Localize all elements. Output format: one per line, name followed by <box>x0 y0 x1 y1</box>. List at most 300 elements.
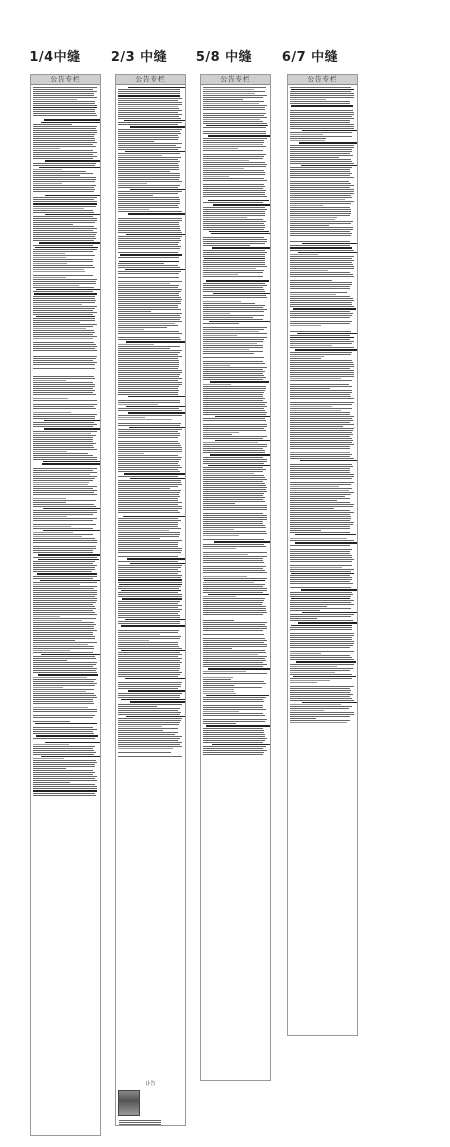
text-line <box>203 457 263 458</box>
text-line <box>118 674 180 675</box>
text-line <box>290 116 352 117</box>
text-line <box>290 706 352 707</box>
text-line <box>118 447 182 448</box>
text-line <box>290 428 354 429</box>
text-line <box>118 331 179 332</box>
text-line <box>118 171 170 172</box>
text-line <box>290 183 351 184</box>
text-line <box>290 420 353 421</box>
text-line <box>118 358 178 359</box>
text-line <box>203 351 263 352</box>
text-line <box>290 484 351 485</box>
text-line <box>203 713 263 714</box>
text-line <box>126 406 186 407</box>
text-line <box>290 627 352 628</box>
text-line <box>118 244 178 245</box>
text-line <box>290 286 350 287</box>
text-line <box>290 225 329 226</box>
text-line <box>118 133 181 134</box>
notice-separator <box>118 628 183 629</box>
text-line <box>33 709 97 710</box>
text-line <box>118 437 178 438</box>
text-line <box>290 514 350 515</box>
text-line <box>33 624 96 625</box>
text-line <box>118 664 180 665</box>
text-line <box>203 127 266 128</box>
text-line <box>33 158 93 159</box>
text-line <box>118 246 181 247</box>
notice-separator <box>290 649 355 650</box>
text-line <box>203 666 263 667</box>
text-line <box>33 484 88 485</box>
text-line <box>290 372 354 373</box>
text-line <box>290 370 354 371</box>
text-line <box>126 341 186 342</box>
text-line <box>301 165 358 166</box>
text-line <box>118 492 180 493</box>
text-line <box>290 266 354 267</box>
text-line <box>33 269 84 270</box>
text-line <box>290 404 352 405</box>
text-line <box>203 386 266 387</box>
text-line <box>118 224 179 225</box>
text-line <box>290 454 352 455</box>
text-line <box>203 475 264 476</box>
text-line <box>33 113 96 114</box>
text-line <box>203 215 265 216</box>
text-line <box>203 707 263 708</box>
text-line <box>33 697 97 698</box>
text-line <box>118 305 178 306</box>
text-line <box>290 177 354 178</box>
text-line <box>203 730 264 731</box>
text-line <box>118 524 178 525</box>
text-line <box>203 339 264 340</box>
text-line <box>33 416 95 417</box>
column-body <box>31 85 100 796</box>
text-line <box>118 175 180 176</box>
text-line <box>33 364 95 365</box>
text-line <box>203 671 246 672</box>
text-line <box>118 720 181 721</box>
text-line <box>203 519 267 520</box>
text-line <box>33 218 97 219</box>
text-line <box>33 782 70 783</box>
text-line <box>204 580 264 581</box>
text-line <box>203 264 265 265</box>
text-line <box>33 618 96 619</box>
text-line <box>33 691 86 692</box>
text-line <box>290 518 351 519</box>
text-line <box>290 549 352 550</box>
text-line <box>203 600 264 601</box>
text-line <box>118 459 181 460</box>
text-line <box>118 417 145 418</box>
text-line <box>118 372 182 373</box>
text-line <box>290 227 353 228</box>
text-line <box>118 93 180 94</box>
text-line <box>203 654 258 655</box>
text-line <box>203 660 266 661</box>
text-line <box>118 471 180 472</box>
text-line <box>33 298 95 299</box>
text-line <box>203 640 267 641</box>
text-line <box>290 468 350 469</box>
text-line <box>290 712 354 713</box>
notice-separator <box>203 703 268 704</box>
text-line <box>33 602 96 603</box>
text-line <box>118 463 178 464</box>
text-line <box>33 296 95 297</box>
text-line <box>203 652 266 653</box>
text-line <box>290 436 350 437</box>
text-line <box>290 398 354 399</box>
text-line <box>290 337 354 338</box>
text-line <box>290 488 352 489</box>
text-line <box>203 184 264 185</box>
text-line <box>33 232 97 233</box>
text-line <box>290 264 353 265</box>
text-line <box>290 189 354 190</box>
text-line <box>118 299 182 300</box>
text-line <box>203 412 267 413</box>
text-line <box>203 677 233 678</box>
text-line <box>118 238 180 239</box>
text-line <box>203 285 267 286</box>
text-line <box>33 614 97 615</box>
text-line <box>33 746 95 747</box>
text-line <box>33 693 94 694</box>
text-line <box>203 229 264 230</box>
text-line <box>118 293 179 294</box>
text-line <box>118 490 181 491</box>
text-line <box>33 632 93 633</box>
text-line <box>203 172 265 173</box>
label-col1: 1/4中缝 <box>29 50 81 65</box>
text-line <box>118 443 180 444</box>
text-line <box>118 682 182 683</box>
text-line <box>118 159 178 160</box>
text-line <box>290 323 350 324</box>
text-line <box>118 520 181 521</box>
text-line <box>290 163 354 164</box>
text-line <box>203 450 265 451</box>
text-line <box>33 630 97 631</box>
text-line <box>33 398 68 399</box>
column-body <box>288 85 357 725</box>
text-line <box>290 581 350 582</box>
text-line <box>33 226 94 227</box>
text-line <box>290 157 339 158</box>
text-line <box>203 268 256 269</box>
text-line <box>203 533 267 534</box>
text-line <box>118 378 182 379</box>
text-line <box>203 363 265 364</box>
text-line <box>33 582 97 583</box>
text-line <box>290 93 354 94</box>
text-line <box>33 790 97 791</box>
text-line <box>118 118 181 119</box>
column-header: 公告专栏 <box>201 75 270 85</box>
text-line <box>213 204 271 205</box>
text-line <box>290 153 350 154</box>
text-line <box>33 490 97 491</box>
text-line <box>290 464 352 465</box>
text-line <box>203 693 236 694</box>
text-line <box>302 612 358 613</box>
text-line <box>33 563 93 564</box>
text-line <box>33 492 94 493</box>
text-line <box>203 736 265 737</box>
text-line <box>203 221 266 222</box>
text-line <box>290 610 320 611</box>
text-line <box>33 445 93 446</box>
notice-separator <box>203 537 268 538</box>
text-line <box>203 467 263 468</box>
text-line <box>203 509 267 510</box>
text-line <box>290 110 353 111</box>
text-line <box>33 261 93 262</box>
text-line <box>290 294 336 295</box>
text-line <box>290 692 350 693</box>
text-line <box>118 321 182 322</box>
text-line <box>118 508 182 509</box>
text-line <box>203 664 267 665</box>
text-line <box>203 315 264 316</box>
text-line <box>118 423 181 424</box>
notice-separator <box>33 705 98 706</box>
text-line <box>203 477 265 478</box>
text-line <box>118 708 180 709</box>
text-line <box>33 480 93 481</box>
text-line <box>33 91 97 92</box>
text-line <box>33 772 95 773</box>
text-line <box>118 697 180 698</box>
text-line <box>290 510 350 511</box>
text-line <box>33 128 96 129</box>
text-line <box>118 211 182 212</box>
notice-separator <box>203 675 268 676</box>
text-line <box>290 311 350 312</box>
notice-separator <box>290 278 355 279</box>
text-line <box>33 424 97 425</box>
text-line <box>203 384 231 385</box>
notice-separator <box>33 522 98 523</box>
text-line <box>33 750 94 751</box>
text-line <box>33 612 95 613</box>
text-line <box>33 358 96 359</box>
text-line <box>203 556 267 557</box>
text-line <box>290 101 350 102</box>
text-line <box>33 506 96 507</box>
text-line <box>33 360 93 361</box>
text-line <box>203 188 263 189</box>
text-line <box>290 191 354 192</box>
column-header: 公告专栏 <box>288 75 357 85</box>
text-line <box>203 596 236 597</box>
text-line <box>203 568 263 569</box>
text-line <box>118 736 182 737</box>
text-line <box>290 444 354 445</box>
text-line <box>118 143 182 144</box>
text-line <box>290 718 316 719</box>
text-line <box>118 410 182 411</box>
text-line <box>203 396 263 397</box>
text-line <box>203 162 265 163</box>
text-line <box>290 472 350 473</box>
text-line <box>118 538 160 539</box>
notice-separator <box>33 725 98 726</box>
text-line <box>118 632 178 633</box>
text-line <box>33 249 97 250</box>
text-line <box>118 476 178 477</box>
text-line <box>290 664 354 665</box>
text-line <box>203 341 263 342</box>
text-line <box>203 379 263 380</box>
text-line <box>118 108 179 109</box>
text-line <box>290 335 350 336</box>
text-line <box>290 604 354 605</box>
text-line <box>33 634 93 635</box>
text-line <box>203 256 265 257</box>
text-line <box>118 431 178 432</box>
text-line <box>118 289 182 290</box>
text-line <box>33 308 95 309</box>
text-line <box>290 235 351 236</box>
text-line <box>291 573 353 574</box>
text-line <box>118 588 179 589</box>
text-line <box>33 670 96 671</box>
text-line <box>203 513 263 514</box>
text-line <box>33 271 85 272</box>
text-line <box>121 699 185 700</box>
text-line <box>118 124 178 125</box>
text-line <box>203 732 264 733</box>
text-line <box>290 211 351 212</box>
text-line <box>33 520 93 521</box>
text-line <box>203 505 267 506</box>
text-line <box>203 394 263 395</box>
text-line <box>118 311 151 312</box>
text-line <box>33 206 96 207</box>
text-line <box>208 200 269 201</box>
text-line <box>203 711 239 712</box>
text-line <box>203 602 263 603</box>
text-line <box>118 536 179 537</box>
text-line <box>290 553 350 554</box>
text-line <box>33 210 93 211</box>
text-line <box>33 598 97 599</box>
text-line <box>118 455 178 456</box>
text-line <box>33 532 73 533</box>
text-line <box>118 642 178 643</box>
text-line <box>33 101 95 102</box>
text-line <box>33 187 94 188</box>
text-line <box>33 636 95 637</box>
text-line <box>203 270 264 271</box>
text-line <box>203 683 266 684</box>
text-line <box>297 333 357 334</box>
text-line <box>33 451 67 452</box>
text-line <box>203 481 263 482</box>
text-line <box>33 703 94 704</box>
text-line <box>118 230 181 231</box>
text-line <box>33 330 94 331</box>
text-line <box>203 388 266 389</box>
text-line <box>203 408 264 409</box>
notice-separator <box>118 680 183 681</box>
text-line <box>291 598 351 599</box>
text-line <box>33 89 93 90</box>
text-line <box>118 207 179 208</box>
text-line <box>290 352 352 353</box>
text-line <box>290 384 349 385</box>
text-line <box>203 479 267 480</box>
text-line <box>290 347 354 348</box>
text-line <box>33 443 96 444</box>
text-line <box>206 280 268 281</box>
text-line <box>290 682 317 683</box>
text-line <box>33 165 95 166</box>
text-line <box>203 598 265 599</box>
text-line <box>118 644 178 645</box>
text-line <box>33 304 82 305</box>
text-line <box>33 494 97 495</box>
text-line <box>33 103 95 104</box>
text-line <box>214 541 271 542</box>
text-line <box>290 639 352 640</box>
text-line <box>118 195 153 196</box>
text-line <box>208 465 271 466</box>
text-line <box>203 626 267 627</box>
text-line <box>33 486 97 487</box>
text-line <box>203 426 267 427</box>
text-line <box>290 97 354 98</box>
text-line <box>129 427 186 428</box>
text-line <box>290 155 353 156</box>
text-line <box>118 325 178 326</box>
text-line <box>33 571 92 572</box>
text-line <box>203 121 263 122</box>
text-line <box>118 285 179 286</box>
text-line <box>203 375 264 376</box>
text-line <box>203 327 267 328</box>
text-line <box>33 124 72 125</box>
text-line <box>33 279 97 280</box>
text-line <box>33 439 93 440</box>
text-line <box>33 185 96 186</box>
text-line <box>33 592 97 593</box>
text-line <box>33 97 97 98</box>
notice-separator <box>203 198 268 199</box>
text-line <box>203 113 266 114</box>
text-line <box>33 338 93 339</box>
text-line <box>118 333 182 334</box>
text-line <box>33 220 97 221</box>
text-line <box>118 240 181 241</box>
text-line <box>118 360 179 361</box>
text-line <box>215 440 271 441</box>
text-line <box>203 754 263 755</box>
text-line <box>118 688 178 689</box>
text-line <box>290 653 321 654</box>
text-line <box>290 614 354 615</box>
text-line <box>33 144 93 145</box>
text-line <box>290 325 321 326</box>
text-line <box>290 466 353 467</box>
text-line <box>299 142 358 143</box>
notice-separator <box>33 740 98 741</box>
